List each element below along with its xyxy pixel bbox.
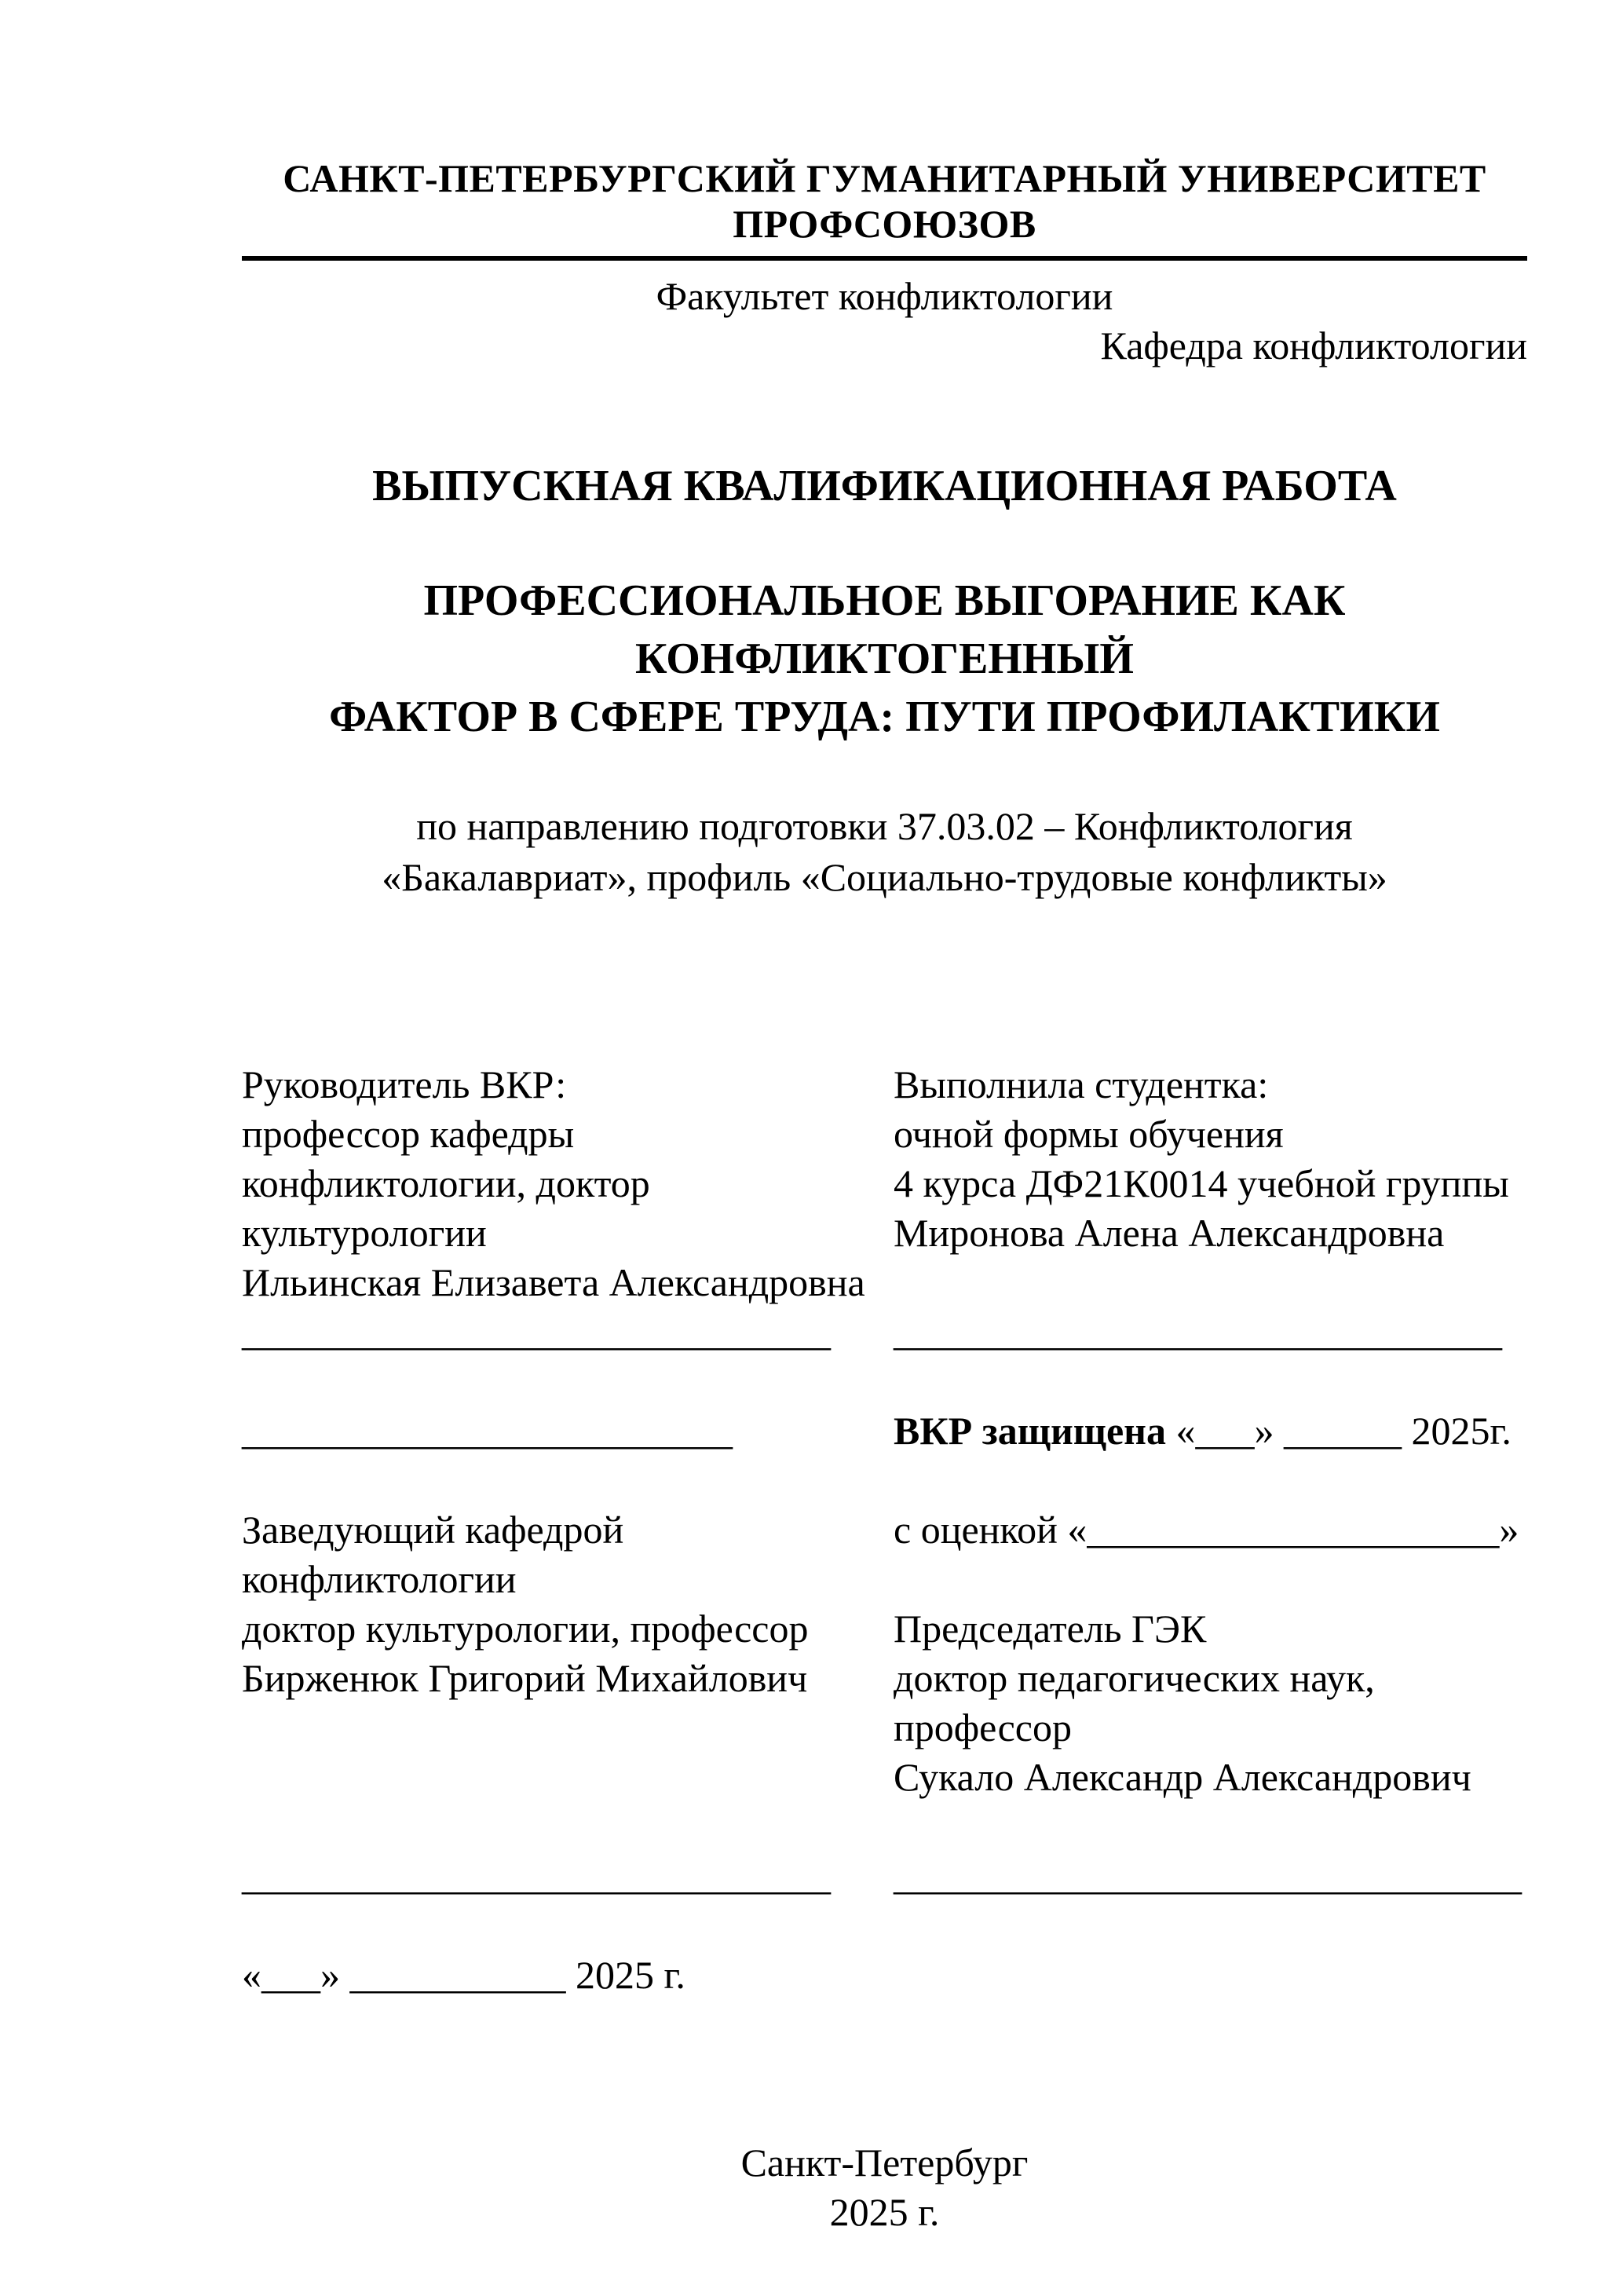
date-row [242, 1951, 1527, 2000]
city-name: Санкт-Петербург [740, 2141, 1029, 2184]
university-name: САНКТ-ПЕТЕРБУРГСКИЙ ГУМАНИТАРНЫЙ УНИВЕРСИТЕТ ПРОФСОЮЗОВ [242, 155, 1527, 261]
committee-chair-title: Председатель ГЭК [894, 1607, 1207, 1651]
department-head-title-2: конфликтологии [242, 1557, 517, 1601]
supervisor-position-1: профессор кафедры [242, 1112, 575, 1156]
department-head-name: Бирженюк Григорий Михайлович [242, 1656, 808, 1700]
spacer-line [894, 1555, 1527, 1604]
supervisor-name: Ильинская Елизавета Александровна [242, 1260, 865, 1304]
student-heading: Выполнила студентка: [894, 1062, 1269, 1106]
supervisor-block [242, 1060, 870, 1307]
student-signature-line: _______________________________ [894, 1310, 1502, 1354]
officials-row [242, 1505, 1527, 1802]
program-info [242, 801, 1527, 903]
supervisor-heading: Руководитель ВКР: [242, 1062, 567, 1106]
supervisor-position-3: культурологии [242, 1211, 487, 1255]
program-direction: по направлению подготовки 37.03.02 – Конфликтология [416, 804, 1353, 848]
student-name: Миронова Алена Александровна [894, 1211, 1445, 1255]
committee-chair-signature-line: ________________________________ [894, 1854, 1522, 1898]
department-head-date-line: «___» ___________ 2025 г. [242, 1953, 685, 1997]
defense-date-line [894, 1406, 1527, 1456]
committee-chair-name: Сукало Александр Александрович [894, 1755, 1471, 1799]
work-type-heading: ВЫПУСКНАЯ КВАЛИФИКАЦИОННАЯ РАБОТА [372, 462, 1397, 510]
committee-block [894, 1505, 1527, 1802]
committee-chair-rank: профессор [894, 1706, 1072, 1749]
department-head-block [242, 1505, 870, 1703]
student-study-form: очной формы обучения [894, 1112, 1284, 1156]
city-year-block [242, 2138, 1527, 2237]
thesis-title-line-2: ФАКТОР В СФЕРЕ ТРУДА: ПУТИ ПРОФИЛАКТИКИ [329, 693, 1440, 741]
department-name: Кафедра конфликтологии [1100, 324, 1527, 367]
year-label: 2025 г. [829, 2190, 940, 2234]
grade-line: с оценкой «_____________________» [894, 1508, 1519, 1552]
approval-signature-line: _________________________ [242, 1409, 733, 1453]
names-row [242, 1060, 1527, 1307]
empty-cell [894, 1951, 1527, 2000]
signature-row-1 [242, 1307, 1527, 1357]
defense-row [242, 1406, 1527, 1456]
department-head-degree: доктор культурологии, профессор [242, 1607, 809, 1651]
defense-label: ВКР защищена [894, 1409, 1166, 1453]
signature-row-2 [242, 1852, 1527, 1901]
student-group: 4 курса ДФ21К0014 учебной группы [894, 1161, 1509, 1205]
student-block [894, 1060, 1527, 1258]
supervisor-signature-line: ______________________________ [242, 1310, 831, 1354]
committee-chair-degree: доктор педагогических наук, [894, 1656, 1375, 1700]
defense-date-blank: «___» ______ 2025г. [1165, 1409, 1512, 1453]
thesis-title [242, 572, 1527, 746]
department-head-signature-line: ______________________________ [242, 1854, 831, 1898]
program-profile: «Бакалавриат», профиль «Социально-трудовые конфликты» [382, 855, 1387, 899]
thesis-title-line-1: ПРОФЕССИОНАЛЬНОЕ ВЫГОРАНИЕ КАК КОНФЛИКТОГЕННЫЙ [423, 576, 1346, 683]
faculty-name: Факультет конфликтологии [656, 274, 1113, 318]
department-head-title-1: Заведующий кафедрой [242, 1508, 624, 1552]
supervisor-position-2: конфликтологии, доктор [242, 1161, 650, 1205]
